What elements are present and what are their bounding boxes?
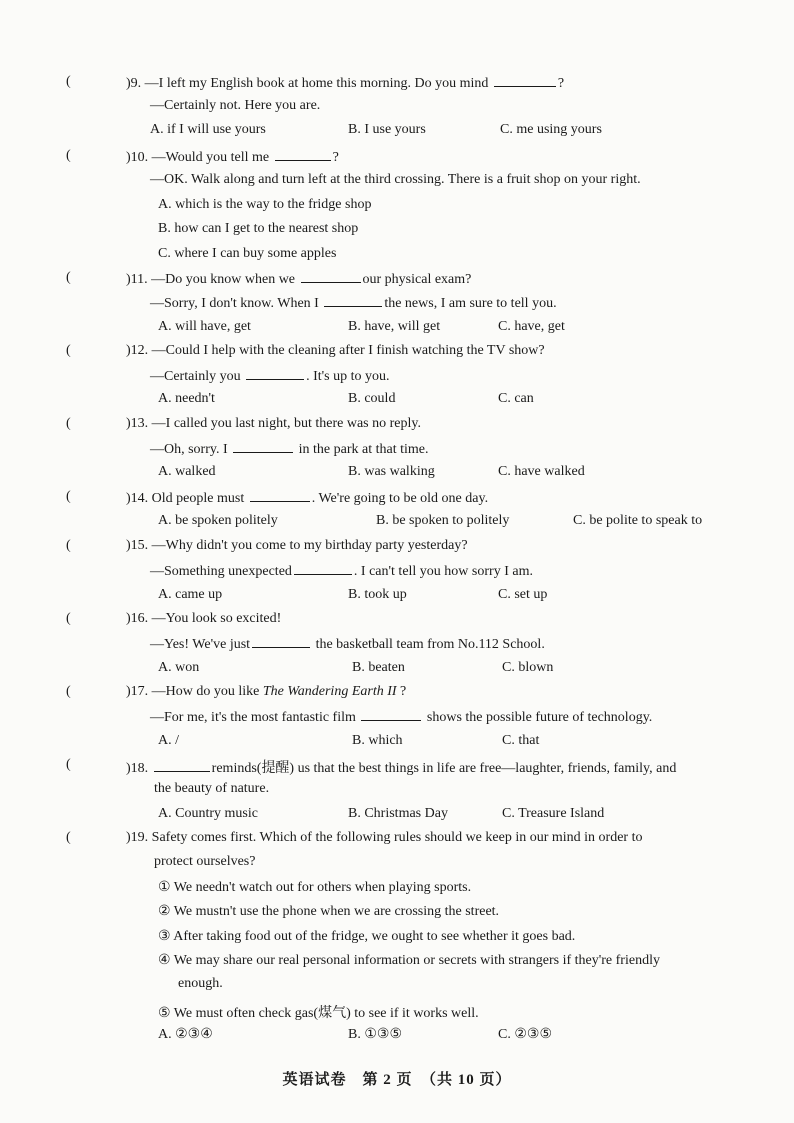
answer-blank[interactable] [294,562,352,575]
option-a[interactable]: A. which is the way to the fridge shop [158,197,372,212]
page-footer: 英语试卷 第 2 页 （共 10 页） [282,1072,512,1088]
option-c[interactable]: C. have walked [498,464,585,479]
option-c[interactable]: C. where I can buy some apples [158,246,337,261]
answer-blank[interactable] [275,148,331,161]
option-a[interactable]: A. won [158,660,200,675]
option-b[interactable]: B. took up [348,587,407,602]
question-stem: )10. —Would you tell me ? [126,150,339,165]
answer-blank[interactable] [361,708,421,721]
option-b[interactable]: B. was walking [348,464,435,479]
option-b[interactable]: B. which [352,733,403,748]
rule-item: ③ After taking food out of the fridge, we ought to see whether it goes bad. [158,929,576,944]
question-stem: )11. —Do you know when we our physical exam? [126,272,472,287]
option-a[interactable]: A. came up [158,587,223,602]
question-stem-continued: protect ourselves? [154,854,256,869]
answer-paren[interactable]: ( [66,148,71,163]
answer-blank[interactable] [250,489,310,502]
option-a[interactable]: A. walked [158,464,216,479]
option-c[interactable]: C. ②③⑤ [498,1027,552,1042]
option-b[interactable]: B. be spoken to politely [376,513,510,528]
option-c[interactable]: C. have, get [498,319,565,334]
answer-paren[interactable]: ( [66,830,71,845]
option-b[interactable]: B. could [348,391,396,406]
rule-item: ② We mustn't use the phone when we are crossing the street. [158,904,500,919]
question-reply: —Oh, sorry. I in the park at that time. [150,442,429,457]
answer-paren[interactable]: ( [66,489,71,504]
question-stem: )19. Safety comes first. Which of the following rules should we keep in our mind in order to [126,830,643,845]
question-stem: )15. —Why didn't you come to my birthday party yesterday? [126,538,468,553]
answer-blank[interactable] [324,294,382,307]
question-reply: —Something unexpected . I can't tell you how sorry I am. [150,564,533,579]
option-c[interactable]: C. can [498,391,534,406]
option-c[interactable]: C. that [502,733,540,748]
question-reply: —Certainly not. Here you are. [150,98,321,113]
answer-blank[interactable] [252,635,310,648]
option-b[interactable]: B. how can I get to the nearest shop [158,221,359,236]
question-reply: —For me, it's the most fantastic film shows the possible future of technology. [150,710,653,725]
option-a[interactable]: A. if I will use yours [150,122,266,137]
film-title: The Wandering Earth II [262,684,397,699]
option-c[interactable]: C. blown [502,660,554,675]
question-stem: )16. —You look so excited! [126,611,282,626]
rule-item: ④ We may share our real personal information or secrets with strangers if they're friendly [158,953,660,968]
option-b[interactable]: B. ①③⑤ [348,1027,402,1042]
option-b[interactable]: B. I use yours [348,122,426,137]
question-stem: )18. reminds(提醒) us that the best things in life are free—laughter, friends, family, and [126,761,677,776]
option-a[interactable]: A. be spoken politely [158,513,278,528]
question-stem-continued: the beauty of nature. [154,781,270,796]
option-b[interactable]: B. beaten [352,660,405,675]
answer-paren[interactable]: ( [66,74,71,89]
answer-blank[interactable] [494,74,556,87]
option-c[interactable]: C. be polite to speak to [573,513,703,528]
question-stem: )14. Old people must . We're going to be old one day. [126,491,489,506]
option-a[interactable]: A. needn't [158,391,215,406]
option-a[interactable]: A. Country music [158,806,258,821]
option-c[interactable]: C. Treasure Island [502,806,605,821]
answer-blank[interactable] [233,440,293,453]
answer-paren[interactable]: ( [66,611,71,626]
option-a[interactable]: A. will have, get [158,319,251,334]
option-b[interactable]: B. have, will get [348,319,441,334]
rule-item: ⑤ We must often check gas(煤气) to see if it works well. [158,1006,479,1021]
question-reply: —Certainly you . It's up to you. [150,369,390,384]
question-stem: )12. —Could I help with the cleaning after I finish watching the TV show? [126,343,545,358]
answer-paren[interactable]: ( [66,416,71,431]
question-stem: )9. —I left my English book at home this morning. Do you mind ? [126,76,565,91]
answer-blank[interactable] [154,759,210,772]
answer-blank[interactable] [246,367,304,380]
answer-paren[interactable]: ( [66,757,71,772]
rule-item: ① We needn't watch out for others when playing sports. [158,880,472,895]
answer-paren[interactable]: ( [66,270,71,285]
answer-paren[interactable]: ( [66,343,71,358]
question-stem: )17. —How do you like The Wandering Earth II ? [126,684,407,699]
question-reply: —Sorry, I don't know. When I the news, I am sure to tell you. [150,296,557,311]
option-b[interactable]: B. Christmas Day [348,806,448,821]
answer-paren[interactable]: ( [66,684,71,699]
question-stem: )13. —I called you last night, but there was no reply. [126,416,421,431]
option-c[interactable]: C. set up [498,587,548,602]
answer-blank[interactable] [301,270,361,283]
option-a[interactable]: A. ②③④ [158,1027,213,1042]
option-a[interactable]: A. / [158,733,179,748]
option-c[interactable]: C. me using yours [500,122,602,137]
answer-paren[interactable]: ( [66,538,71,553]
rule-item-continued: enough. [178,976,223,991]
question-reply: —Yes! We've just the basketball team from No.112 School. [150,637,545,652]
question-reply: —OK. Walk along and turn left at the third crossing. There is a fruit shop on your right. [150,172,641,187]
